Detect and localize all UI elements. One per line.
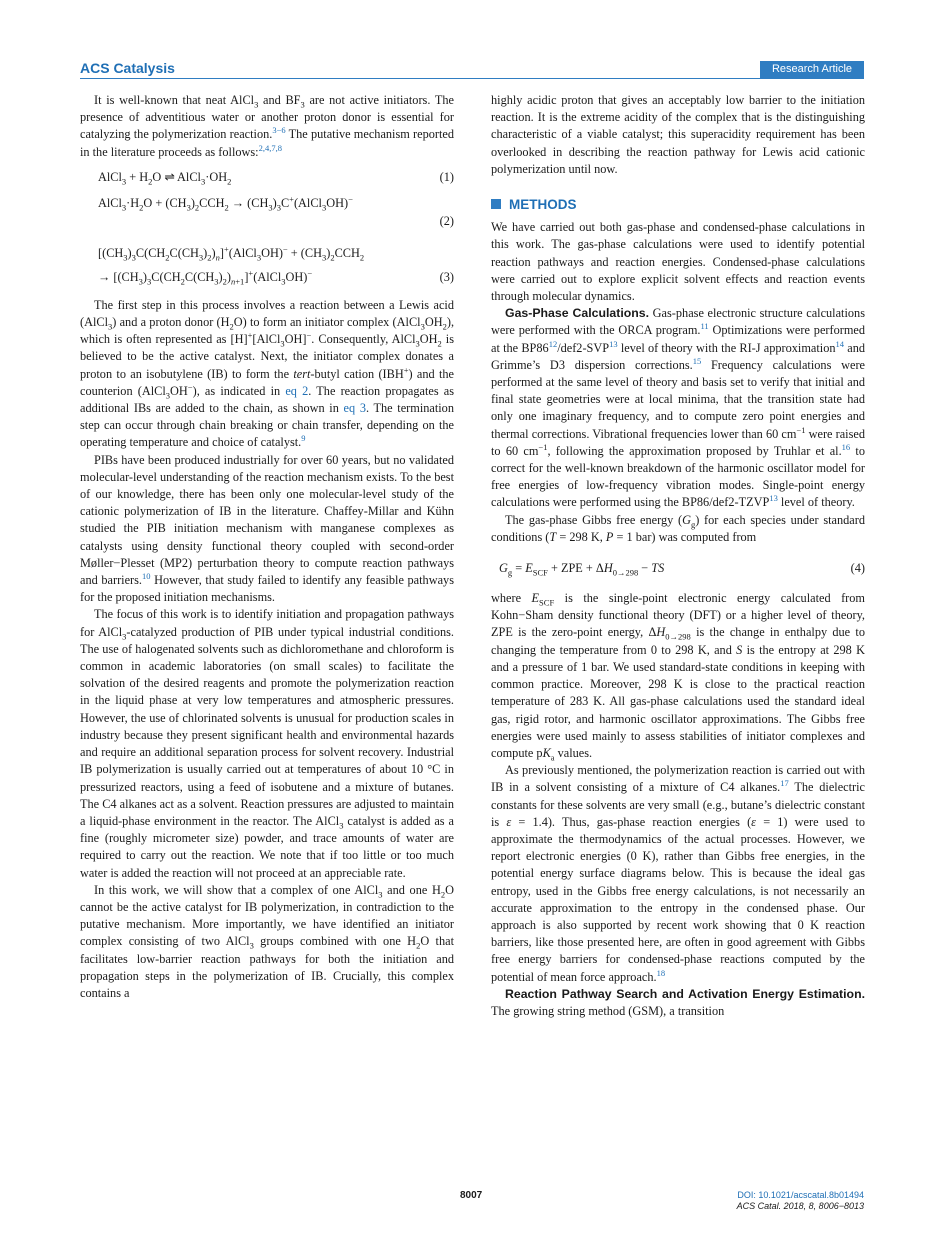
journal-name: ACS Catalysis: [80, 60, 175, 76]
article-type-badge: Research Article: [760, 61, 864, 78]
equation-number: (4): [850, 561, 865, 576]
header-rule: [80, 78, 864, 79]
paragraph: The first step in this process involves a reaction between a Lewis acid (AlCl$_3$) and a proton donor $(H_2O)$ to form an initiator complex $(AlCl_3OH_2)$, which is often represented as [H]+[AlCl$_3$OH]−. Consequently, $AlCl_3OH_2$ is believed to be the active catalyst. Next, the initiator complex donates a proton to an isobutylene (IB) to form the tert-butyl cation (IBH+) and the counterion (AlCl$_3$OH−), as indicated in eq 2. The reaction propagates as additional IBs are added to the chain, as shown in eq 3. The termination step can occur through chain breaking or chain transfer, depending on the operating temperature and choice of catalyst.$^9$: [80, 297, 455, 450]
paragraph: In this work, we will show that a complex of one AlCl$_3$ and one $H_2O$ cannot be the active catalyst for IB polymerization, in contradiction to the putative mechanism. More importantly, we have identified an initiator complex consisting of two AlCl$_3$ groups combined with one $H_2O$ that facilitates low-barrier reaction pathways for both the initiation and propagation steps in the polymerization of IB. Crucially, this complex contains a: [80, 882, 454, 1000]
paragraph: As previously mentioned, the polymerization reaction is carried out with IB in a solvent consisting of a mixture of C4 alkanes.$^{17}$ The dielectric constants for these solvents are very small (e.g., butane’s dielectric constant is ε = 1.4). Thus, gas-phase reaction energies (ε = 1) were used to approximate the thermodynamics of the actual processes. However, we report electronic energies (0 K), rather than Gibbs free energies, in the potential energy surface diagrams below. This is because the ideal gas entropy, used in the Gibbs free energy calculations, is not necessarily an accurate approximation to the entropy in the condensed phase. Our approach is also supported by recent work showing that 0 K reaction barriers, like those presented here, are often in good agreement with Gibbs free energy barriers for condensed-phase reactions computed by the potential of mean force approach.$^{18}$: [491, 763, 865, 984]
page-number: 8007: [460, 1190, 483, 1201]
paragraph: Reaction Pathway Search and Activation Energy Estimation. The growing string method (GSM), a transition: [491, 986, 865, 1018]
equation-1: AlCl$_3$ + $H_2O$ ⇌ $AlCl_3\cdot OH_2$ (1): [98, 169, 454, 187]
paragraph: The focus of this work is to identify initiation and propagation pathways for AlCl$_3$-catalyzed production of PIB under typical industrial conditions. The use of halogenated solvents such as dichloromethane and chloroform is common in academic laboratories (on small scales) to facilitate the solvation of the desired reagents and promote the polymerization reaction in the liquid phase at very low temperatures and atmospheric pressures. However, the use of chlorinated solvents is unusual for production scales in industry because they present significant health and environmental hazards and require an additional separation process for solvent recovery. Industrial IB polymerization is usually carried out at temperatures of about 10 °C in pressurized reactors, using a feed of isobutene and a mixture of butanes. The C4 alkanes act as a solvent. Reaction pressures are adjusted to maintain a liquid-phase environment in the reactor. The AlCl$_3$ catalyst is added as a fine (roughly micrometer size) powder, and trace amounts of water are required to carry out the reaction. We note that if too little or too much water is added the reaction will not proceed at an appreciable rate.: [80, 607, 454, 880]
equation-number: (1): [439, 169, 454, 184]
section-square-icon: [491, 199, 501, 209]
paragraph: where $E_{SCF}$ is the single-point electronic energy calculated from Kohn−Sham density functional theory (DFT) or a higher level of theory, ZPE is the zero-point energy, $\Delta H_{0\to 298}$ is the change in enthalpy due to changing the temperature from 0 to 298 K, and S is the entropy at 298 K and a pressure of 1 bar. We used standard-state conditions in keeping with common practice. Moreover, 298 K is close to the practical reaction temperature of 283 K. All gas-phase calculations used the standard ideal gas, rigid rotor, and harmonic oscillator approximations. The Gibbs free energies were used mainly to assess stabilities of initiator complexes and compute $pK_a$ values.: [491, 591, 865, 763]
paragraph: highly acidic proton that gives an acceptably low barrier to the initiation reaction. It is the extreme acidity of the complex that is the distinguishing characteristic of a viable catalyst; this superacidity requirement has been overlooked in describing the reaction pathway for Lewis acid cationic polymerization until now.: [491, 93, 865, 176]
paragraph: The gas-phase Gibbs free energy $(G_g)$ for each species under standard conditions (T = 298 K, P = 1 bar) was computed from: [491, 512, 865, 544]
doi-citation: [737, 1190, 864, 1212]
section-heading-methods: [491, 196, 865, 213]
subsection-heading: Gas-Phase Calculations.: [505, 306, 650, 321]
paragraph: Gas-Phase Calculations. Gas-phase electronic structure calculations were performed with the ORCA program.$^{11}$ Optimizations were performed at the $BP86^{12}/def2-SVP^{13}$ level of theory with the RI-J approximation$^{14}$ and Grimme’s D3 dispersion corrections.$^{15}$ Frequency calculations were performed at the same level of theory and basis set to verify that initial and final state geometries were at local minima, that the transition state had only one imaginary frequency, and to compute zero point energies and thermal corrections. Vibrational frequencies lower than 60 $cm^{-1}$ were raised to 60 $cm^{-1}$, following the approximation proposed by Truhlar et al.$^{16}$ to correct for the well-known breakdown of the harmonic oscillator model for free energies of low-frequency vibration modes. Single-point energy calculations were performed using the BP86/def2-TZVP$^{13}$ level of theory.: [491, 306, 866, 510]
subsection-heading: Reaction Pathway Search and Activation Energy Estimation.: [505, 986, 865, 1001]
right-column: [491, 92, 865, 1020]
left-column: [80, 92, 454, 1002]
paragraph: We have carried out both gas-phase and condensed-phase calculations in this work. The gas-phase calculations were used to identify potential reaction pathways and reaction energies. Condensed-phase calculations were carried out to explore explicit solvent effects and reaction events through molecular dynamics.: [491, 220, 865, 304]
equation-number: (2): [439, 213, 454, 228]
paragraph: It is well-known that neat AlCl$_3$ and $BF_3$ are not active initiators. The presence of adventitious water or another proton donor is essential for catalyzing the polymerization reaction.$^{3-6}$ The putative mechanism reported in the literature proceeds as follows:$^{2,4,7,8}$: [80, 93, 455, 159]
doi-link[interactable]: DOI: 10.1021/acscatal.8b01494: [737, 1190, 864, 1200]
equation-number: (3): [439, 269, 454, 284]
journal-citation: ACS Catal. 2018, 8, 8006−8013: [736, 1201, 864, 1211]
paragraph: PIBs have been produced industrially for over 60 years, but no validated molecular-level understanding of the reaction mechanism exists. To the best of our knowledge, there has been only one molecular-level study of the cationic polymerization of IB in the literature. Chaffey-Millar and Kühn studied the PIB initiation mechanism with manganese complexes as catalysts using density functional theory coupled with second-order Møller−Plesset (MP2) perturbation theory to compute reaction pathways and barriers.$^{10}$ However, that study failed to identify any feasible pathways for the proposed initiation mechanisms.: [80, 452, 454, 605]
equation-4: $G_g = E_{SCF}$ + ZPE + $\Delta H_{0\to 298}$ − TS (4): [499, 561, 865, 578]
equation-3: $[(CH_3)_3C(CH_2C(CH_3)_2)_n]^+(AlCl_3OH)^- + (CH_3)_2CCH_2$ → $[(CH_3)_3C(CH_2C(CH_3)_2)_{n+1}]^+(AlCl_3OH)^-$ (3): [98, 243, 454, 287]
equation-2: $AlCl_3\cdot H_2O + (CH_3)_2CCH_2$ → $(CH_3)_3C^+(AlCl_3OH)^-$ (2): [80, 193, 454, 233]
section-title: METHODS: [509, 197, 577, 213]
